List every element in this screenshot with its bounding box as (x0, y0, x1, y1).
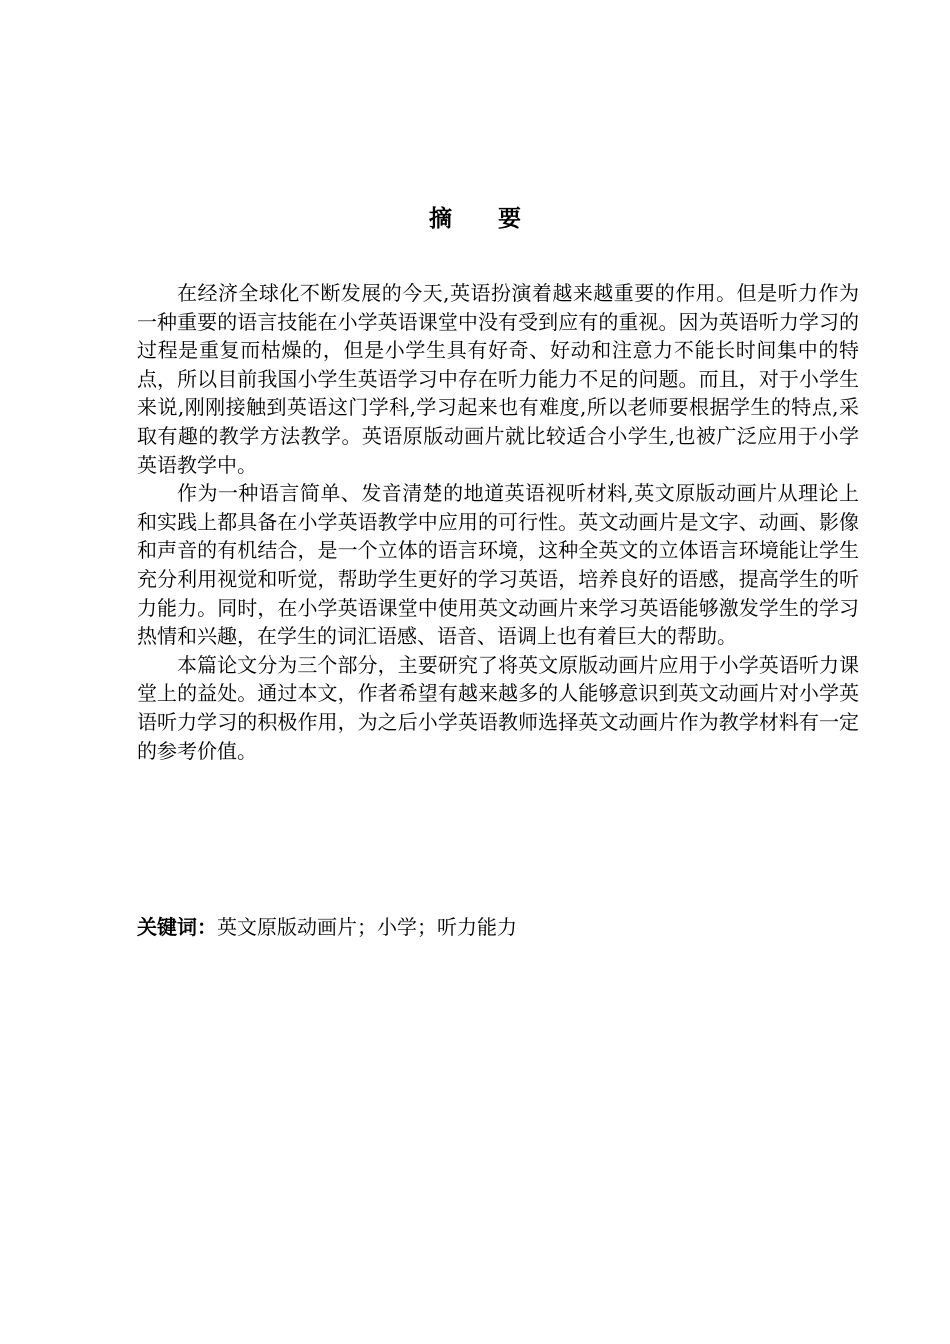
abstract-paragraph: 在经济全球化不断发展的今天,英语扮演着越来越重要的作用。但是听力作为一种重要的语言技能在小学英语课堂中没有受到应有的重视。因为英语听力学习的过程是重复而枯燥的，但是小学生具有好奇、好动和注意力不能长时间集中的特点，所以目前我国小学生英语学习中存在听力能力不足的问题。而且，对于小学生来说,刚刚接触到英语这门学科,学习起来也有难度,所以老师要根据学生的特点,采取有趣的教学方法教学。英语原版动画片就比较适合小学生,也被广泛应用于小学英语教学中。 (137, 281, 859, 477)
keywords-value: 英文原版动画片；小学；听力能力 (217, 915, 517, 939)
keywords-label: 关键词： (137, 915, 217, 939)
abstract-paragraph: 本篇论文分为三个部分，主要研究了将英文原版动画片应用于小学英语听力课堂上的益处。通过本文，作者希望有越来越多的人能够意识到英文动画片对小学英语听力学习的积极作用，为之后小学英语教师选择英文动画片作为教学材料有一定的参考价值。 (137, 652, 859, 763)
abstract-title: 摘要 (429, 205, 567, 232)
abstract-paragraph: 作为一种语言简单、发音清楚的地道英语视听材料,英文原版动画片从理论上和实践上都具备在小学英语教学中应用的可行性。英文动画片是文字、动画、影像和声音的有机结合，是一个立体的语言环境，这种全英文的立体语言环境能让学生充分利用视觉和听觉，帮助学生更好的学习英语，培养良好的语感，提高学生的听力能力。同时，在小学英语课堂中使用英文动画片来学习英语能够激发学生的学习热情和兴趣，在学生的词汇语感、语音、语调上也有着巨大的帮助。 (137, 481, 859, 649)
keywords-line (137, 913, 859, 941)
abstract-body (137, 279, 859, 765)
